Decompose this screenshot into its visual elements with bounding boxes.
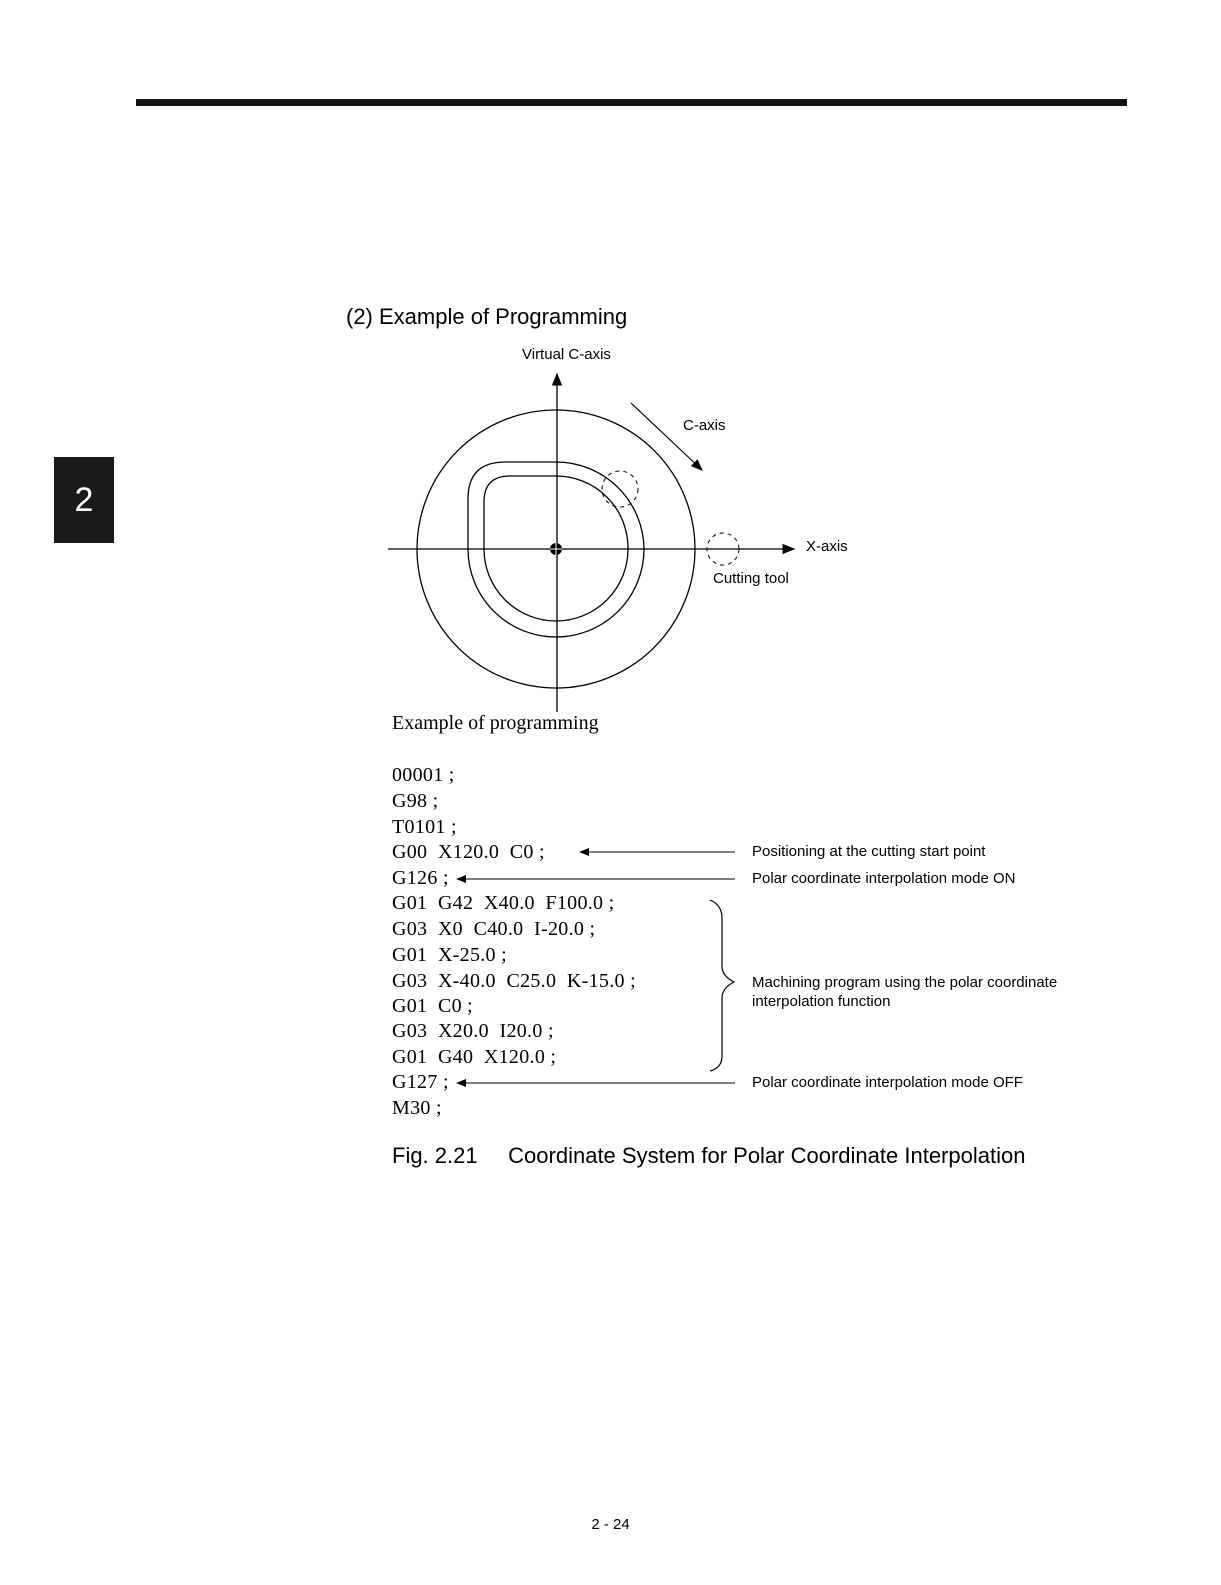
chapter-tab: 2	[54, 457, 114, 543]
example-caption: Example of programming	[392, 712, 599, 734]
program-line: G03 X-40.0 C25.0 K-15.0 ;	[392, 970, 636, 992]
note-positioning: Positioning at the cutting start point	[752, 843, 986, 860]
program-line: G98 ;	[392, 790, 439, 812]
program-line: G00 X120.0 C0 ;	[392, 841, 545, 863]
cutting-tool-label: Cutting tool	[713, 570, 789, 587]
program-line: G03 X0 C40.0 I-20.0 ;	[392, 918, 596, 940]
page-number: 2 - 24	[591, 1516, 630, 1533]
note-mode-off: Polar coordinate interpolation mode OFF	[752, 1074, 1023, 1091]
program-line: 00001 ;	[392, 764, 455, 786]
c-axis-label: C-axis	[683, 417, 726, 434]
program-line: T0101 ;	[392, 816, 457, 838]
note-machining-line1: Machining program using the polar coordinate	[752, 974, 1058, 991]
program-line: G01 G40 X120.0 ;	[392, 1046, 557, 1068]
figure-caption: Fig. 2.21 Coordinate System for Polar Coordinate Interpolation	[392, 1143, 1026, 1168]
program-line: G01 C0 ;	[392, 995, 474, 1017]
x-axis-label: X-axis	[806, 538, 848, 555]
c-axis-rotation-arrow	[631, 403, 702, 470]
section-heading: (2) Example of Programming	[346, 304, 628, 329]
program-line: G03 X20.0 I20.0 ;	[392, 1020, 554, 1042]
note-machining-line2: interpolation function	[752, 993, 891, 1010]
program-line: G126 ;	[392, 867, 449, 889]
machining-brace	[710, 900, 734, 1071]
program-line: G01 X-25.0 ;	[392, 944, 508, 966]
program-line: G01 G42 X40.0 F100.0 ;	[392, 892, 615, 914]
note-mode-on: Polar coordinate interpolation mode ON	[752, 870, 1016, 887]
virtual-c-axis-label: Virtual C-axis	[522, 346, 611, 363]
program-line: G127 ;	[392, 1071, 449, 1093]
program-line: M30 ;	[392, 1097, 442, 1119]
